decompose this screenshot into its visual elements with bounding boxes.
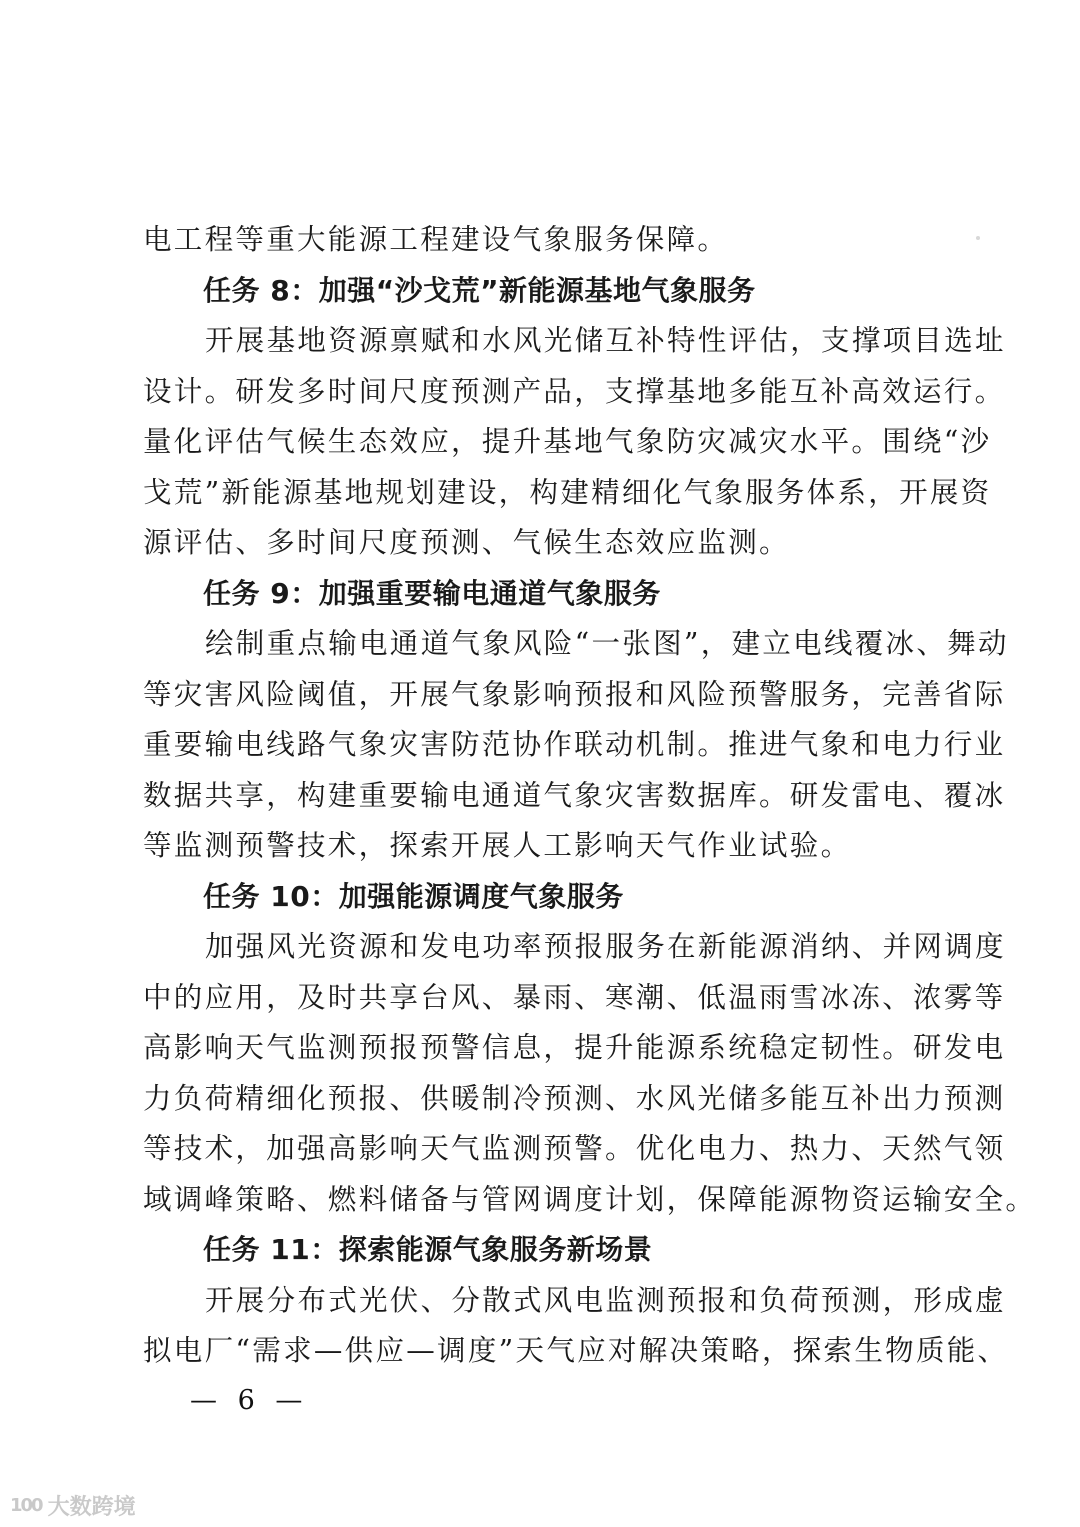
body-line: 电工程等重大能源工程建设气象服务保障。 <box>143 223 729 256</box>
body-line: 设计。研发多时间尺度预测产品，支撑基地多能互补高效运行。 <box>143 374 1006 408</box>
section-heading-task-9: 任务 9：加强重要输电通道气象服务 <box>203 576 661 610</box>
section-heading-task-8: 任务 8：加强“沙戈荒”新能源基地气象服务 <box>203 273 756 307</box>
watermark <box>10 1490 136 1521</box>
body-line: 等灾害风险阈值，开展气象影响预报和风险预警服务，完善省际 <box>143 677 1006 711</box>
body-line: 绘制重点输电通道气象风险“一张图”，建立电线覆冰、舞动 <box>205 627 1009 660</box>
body-line: 域调峰策略、燃料储备与管网调度计划，保障能源物资运输安全。 <box>143 1182 1037 1216</box>
document-body <box>143 218 1037 1380</box>
section-heading-task-10: 任务 10：加强能源调度气象服务 <box>203 879 624 913</box>
body-line: 源评估、多时间尺度预测、气候生态效应监测。 <box>143 526 790 559</box>
body-line: 拟电厂“需求—供应—调度”天气应对解决策略，探索生物质能、 <box>143 1334 1009 1367</box>
body-line: 力负荷精细化预报、供暖制冷预测、水风光储多能互补出力预测 <box>143 1081 1006 1115</box>
watermark-logo-icon: 100 <box>10 1495 42 1516</box>
body-line: 开展基地资源禀赋和水风光储互补特性评估，支撑项目选址 <box>205 324 1006 357</box>
scan-artifact <box>976 236 980 240</box>
body-line: 数据共享，构建重要输电通道气象灾害数据库。研发雷电、覆冰 <box>143 778 1006 812</box>
body-line: 开展分布式光伏、分散式风电监测预报和负荷预测，形成虚 <box>205 1283 1006 1317</box>
body-line: 等监测预警技术，探索开展人工影响天气作业试验。 <box>143 829 852 862</box>
watermark-text: 大数跨境 <box>47 1495 136 1520</box>
body-line: 加强风光资源和发电功率预报服务在新能源消纳、并网调度 <box>205 930 1006 963</box>
body-line: 戈荒”新能源基地规划建设，构建精细化气象服务体系，开展资 <box>143 475 992 509</box>
body-line: 等技术，加强高影响天气监测预警。优化电力、热力、天然气领 <box>143 1132 1006 1165</box>
section-heading-task-11: 任务 11：探索能源气象服务新场景 <box>203 1233 653 1266</box>
page-number: — 6 — <box>190 1385 309 1416</box>
body-line: 量化评估气候生态效应，提升基地气象防灾减灾水平。围绕“沙 <box>143 425 992 458</box>
body-line: 中的应用，及时共享台风、暴雨、寒潮、低温雨雪冰冻、浓雾等 <box>143 980 1006 1014</box>
body-line: 高影响天气监测预报预警信息，提升能源系统稳定韧性。研发电 <box>143 1031 1006 1064</box>
body-line: 重要输电线路气象灾害防范协作联动机制。推进气象和电力行业 <box>143 728 1006 761</box>
